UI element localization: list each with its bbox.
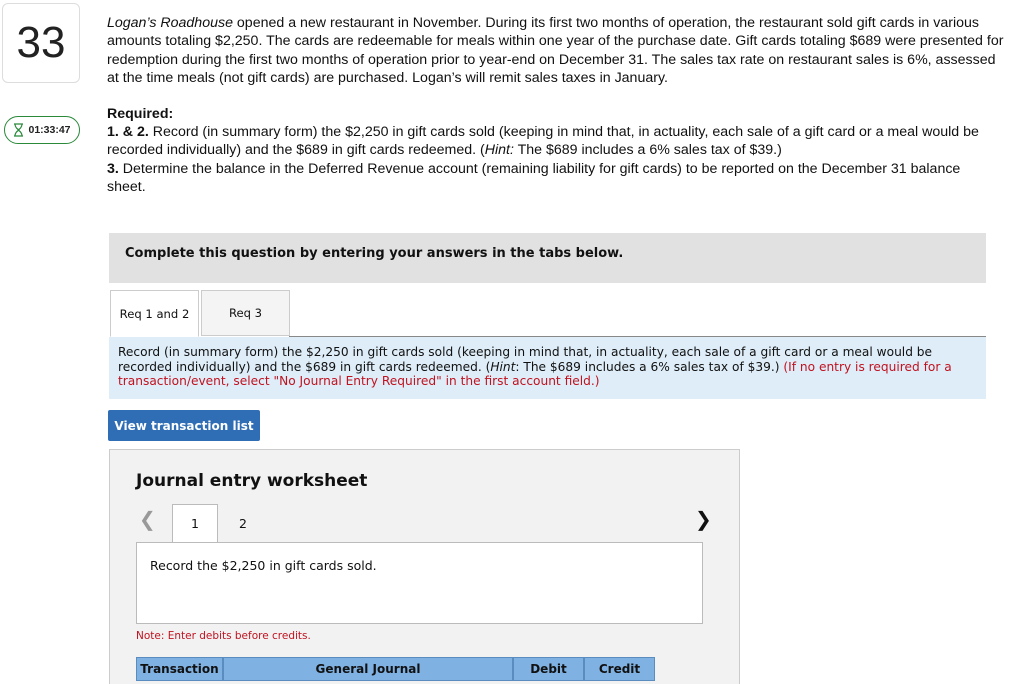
instructions-bar: [109, 233, 986, 283]
company-name: Logan’s Roadhouse: [107, 15, 233, 31]
journal-table-header: [136, 657, 655, 681]
required-heading: Required:: [107, 106, 174, 122]
column-credit: Credit: [584, 657, 655, 681]
entry-description-box: [136, 542, 703, 624]
question-number-box: [2, 3, 80, 83]
worksheet-title: Journal entry worksheet: [136, 471, 368, 491]
column-general-journal: General Journal: [223, 657, 513, 681]
worksheet-page-1[interactable]: 1: [172, 504, 218, 542]
no-entry-note: (If no entry is required for a transaction/event, select "No Journal Entry Required" in the first account field.): [118, 359, 952, 389]
required-item-1: 1. & 2. Record (in summary form) the $2,250 in gift cards sold (keeping in mind that, in actuality, each sale of a gift card or a meal would be recorded individually) and the $689 in gift cards redeemed. (Hint: The $689 includes a 6% sales tax of $39.): [107, 124, 979, 159]
chevron-left-icon[interactable]: ❮: [139, 507, 156, 531]
prompt-text: opened a new restaurant in November. During its first two months of operation, the restaurant sold gift cards in various amounts totaling $2,250. The cards are redeemable for meals within one year of the purchase date. Gift cards totaling $689 were presented for redemption during the first two months of operation prior to year-end on December 31. The sales tax rate on restaurant sales is 6%, assessed at the time meals (not gift cards) are purchased. Logan’s will remit sales taxes in January.: [107, 15, 1004, 86]
column-debit: Debit: [513, 657, 584, 681]
question-prompt: [107, 14, 1007, 87]
tab-req-1-and-2[interactable]: Req 1 and 2: [110, 290, 199, 337]
hourglass-icon: [13, 123, 24, 137]
question-number: 33: [16, 18, 66, 67]
instructions-text: Complete this question by entering your answers in the tabs below.: [125, 246, 624, 261]
entry-description: Record the $2,250 in gift cards sold.: [150, 558, 377, 573]
journal-entry-worksheet: [109, 449, 740, 684]
tab-instruction: Record (in summary form) the $2,250 in gift cards sold (keeping in mind that, in actuality, each sale of a gift card or a meal would be recorded individually) and the $689 in gift cards redeemed. (Hint: The $689 includes a 6% sales tax of $39.) (If no entry is required for a transaction/event, select "No Journal Entry Required" in the first account field.): [109, 337, 986, 399]
timer[interactable]: [4, 116, 80, 144]
worksheet-page-2[interactable]: 2: [239, 515, 247, 531]
timer-text: 01:33:47: [28, 124, 71, 136]
required-section: [107, 105, 997, 196]
view-transaction-list-button[interactable]: View transaction list: [108, 410, 260, 441]
column-transaction: Transaction: [136, 657, 223, 681]
debit-credit-note: Note: Enter debits before credits.: [136, 630, 311, 642]
chevron-right-icon[interactable]: ❯: [695, 507, 712, 531]
tab-req-3[interactable]: Req 3: [201, 290, 290, 336]
required-item-3: 3. Determine the balance in the Deferred Revenue account (remaining liability for gift cards) to be reported on the December 31 balance sheet.: [107, 160, 961, 195]
